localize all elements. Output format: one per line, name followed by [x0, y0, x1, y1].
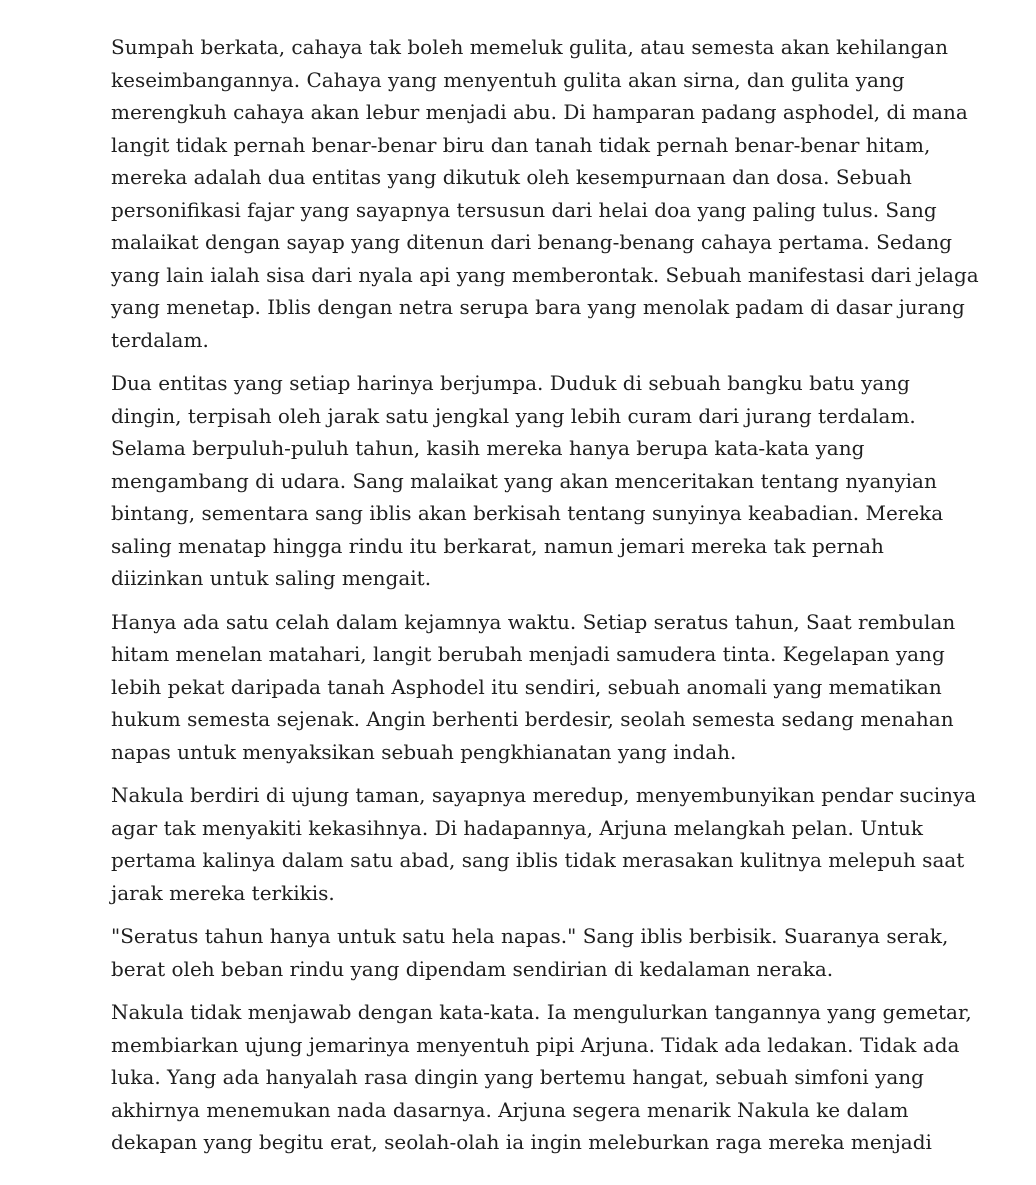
text-line: napas untuk menyaksikan sebuah pengkhianatan yang indah. — [111, 739, 737, 764]
paragraph-4 — [111, 779, 977, 909]
text-line: Selama berpuluh-puluh tahun, kasih mereka hanya berupa kata-kata yang — [111, 436, 865, 460]
paragraph-2 — [111, 367, 944, 595]
text-line: personifikasi fajar yang sayapnya tersusun dari helai doa yang paling tulus. Sang — [111, 197, 937, 222]
text-line: terdalam. — [111, 327, 209, 352]
text-line: mengambang di udara. Sang malaikat yang akan menceritakan tentang nyanyian — [111, 468, 937, 493]
text-line: hitam menelan matahari, langit berubah menjadi samudera tinta. Kegelapan yang — [111, 642, 945, 666]
text-line: langit tidak pernah benar-benar biru dan tanah tidak pernah benar-benar hitam, — [111, 132, 931, 157]
text-line: "Seratus tahun hanya untuk satu hela napas." Sang iblis berbisik. Suaranya serak, — [111, 924, 949, 948]
text-line: luka. Yang ada hanyalah rasa dingin yang bertemu hangat, sebuah simfoni yang — [111, 1065, 924, 1089]
text-line: pertama kalinya dalam satu abad, sang iblis tidak merasakan kulitnya melepuh saat — [111, 848, 965, 872]
text-line: akhirnya menemukan nada dasarnya. Arjuna segera menarik Nakula ke dalam — [111, 1097, 909, 1122]
text-line: Nakula tidak menjawab dengan kata-kata. Ia mengulurkan tangannya yang gemetar, — [111, 1000, 972, 1024]
paragraph-1 — [111, 31, 979, 356]
text-line: diizinkan untuk saling mengait. — [111, 566, 432, 590]
text-line: mereka adalah dua entitas yang dikutuk oleh kesempurnaan dan dosa. Sebuah — [111, 165, 912, 189]
text-line: yang lain ialah sisa dari nyala api yang memberontak. Sebuah manifestasi dari jelaga — [111, 262, 979, 287]
text-line: agar tak menyakiti kekasihnya. Di hadapannya, Arjuna melangkah pelan. Untuk — [111, 815, 923, 840]
text-line: Hanya ada satu celah dalam kejamnya waktu. Setiap seratus tahun, Saat rembulan — [111, 609, 956, 634]
text-line: Nakula berdiri di ujung taman, sayapnya meredup, menyembunyikan pendar sucinya — [111, 783, 977, 807]
text-line: yang menetap. Iblis dengan netra serupa bara yang menolak padam di dasar jurang — [111, 295, 965, 319]
paragraph-6 — [111, 996, 972, 1159]
text-line: Sumpah berkata, cahaya tak boleh memeluk gulita, atau semesta akan kehilangan — [111, 35, 949, 59]
text-line: hukum semesta sejenak. Angin berhenti berdesir, seolah semesta sedang menahan — [111, 707, 954, 731]
text-line: berat oleh beban rindu yang dipendam sendirian di kedalaman neraka. — [111, 956, 834, 981]
text-line: Dua entitas yang setiap harinya berjumpa. Duduk di sebuah bangku batu yang — [111, 371, 910, 395]
text-line: keseimbangannya. Cahaya yang menyentuh gulita akan sirna, dan gulita yang — [111, 67, 905, 92]
text-line: bintang, sementara sang iblis akan berkisah tentang sunyinya keabadian. Mereka — [111, 501, 944, 525]
paragraph-3 — [111, 606, 956, 769]
text-line: dekapan yang begitu erat, seolah-olah ia ingin meleburkan raga mereka menjadi — [111, 1130, 932, 1154]
article-body — [111, 31, 979, 1170]
text-line: saling menatap hingga rindu itu berkarat, namun jemari mereka tak pernah — [111, 533, 884, 558]
text-line: dingin, terpisah oleh jarak satu jengkal yang lebih curam dari jurang terdalam. — [111, 403, 916, 428]
text-line: membiarkan ujung jemarinya menyentuh pipi Arjuna. Tidak ada ledakan. Tidak ada — [111, 1032, 960, 1057]
paragraph-5 — [111, 920, 949, 985]
text-line: lebih pekat daripada tanah Asphodel itu sendiri, sebuah anomali yang mematikan — [111, 674, 942, 699]
text-line: malaikat dengan sayap yang ditenun dari benang-benang cahaya pertama. Sedang — [111, 230, 953, 254]
text-line: jarak mereka terkikis. — [111, 880, 335, 905]
text-line: merengkuh cahaya akan lebur menjadi abu. Di hamparan padang asphodel, di mana — [111, 100, 968, 124]
